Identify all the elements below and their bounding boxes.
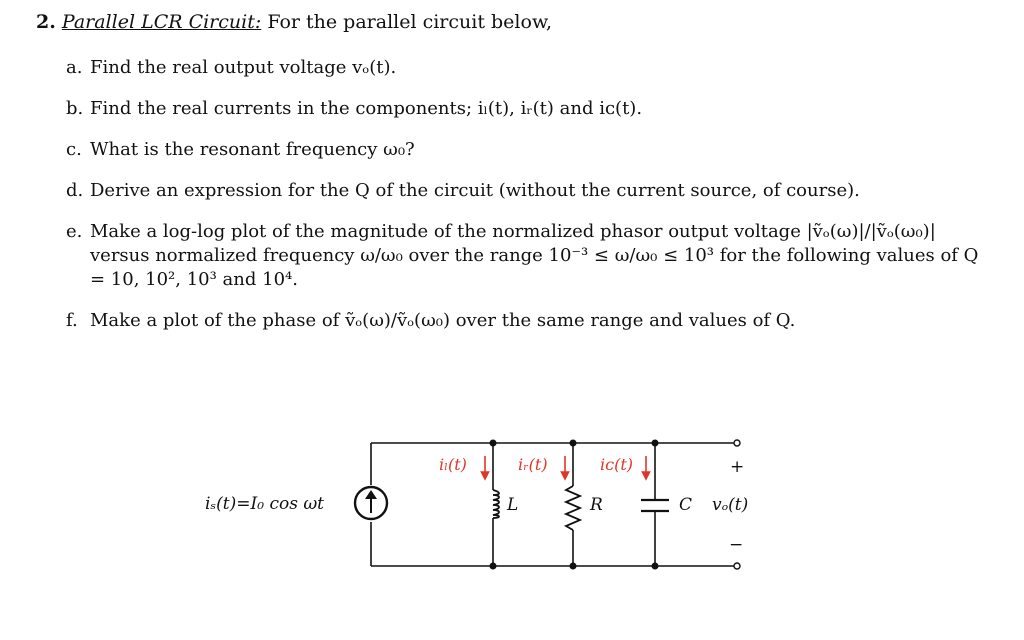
problem-intro: For the parallel circuit below,	[267, 11, 552, 33]
current-label-c: iᴄ(t)	[600, 455, 633, 474]
part-label: a.	[66, 57, 83, 78]
part-text: Derive an expression for the Q of the circuit (without the current source, of course).	[90, 180, 860, 201]
part-text: What is the resonant frequency ω₀?	[90, 139, 415, 160]
problem-title: Parallel LCR Circuit:	[61, 11, 262, 33]
part-text: Find the real currents in the components; iₗ(t), iᵣ(t) and iᴄ(t).	[90, 98, 643, 119]
current-label-r: iᵣ(t)	[518, 455, 548, 474]
current-label-l: iₗ(t)	[439, 455, 467, 474]
part-label: f.	[66, 310, 78, 331]
capacitor-label: C	[679, 495, 693, 515]
output-voltage-label: vₒ(t)	[712, 495, 749, 515]
part-label: e.	[66, 221, 83, 242]
resistor-icon	[566, 486, 580, 530]
output-plus: +	[730, 457, 745, 477]
part-label: b.	[66, 98, 84, 119]
inductor-label: L	[507, 495, 519, 515]
output-terminal-top	[734, 440, 740, 446]
source-label: iₛ(t)=I₀ cos ωt	[205, 494, 325, 514]
output-minus: −	[729, 535, 744, 555]
part-label: c.	[66, 139, 82, 160]
part-text: Make a log-log plot of the magnitude of the normalized phasor output voltage |ṽₒ(ω)|/|ṽₒ(ω₀)| versus normalized frequency ω/ω₀ over the range 10⁻³ ≤ ω/ω₀ ≤ 10³ for the following values of Q = 10, 10², 10³ and 10⁴.	[90, 221, 979, 290]
problem-number: 2.	[36, 11, 56, 33]
part-text: Make a plot of the phase of ṽₒ(ω)/ṽₒ(ω₀) over the same range and values of Q.	[90, 310, 796, 331]
capacitor-icon	[641, 500, 669, 511]
output-terminal-bottom	[734, 563, 740, 569]
resistor-label: R	[590, 495, 603, 515]
part-text: Find the real output voltage vₒ(t).	[90, 57, 397, 78]
current-source-icon	[355, 487, 387, 519]
part-label: d.	[66, 180, 84, 201]
inductor-icon	[487, 490, 499, 518]
